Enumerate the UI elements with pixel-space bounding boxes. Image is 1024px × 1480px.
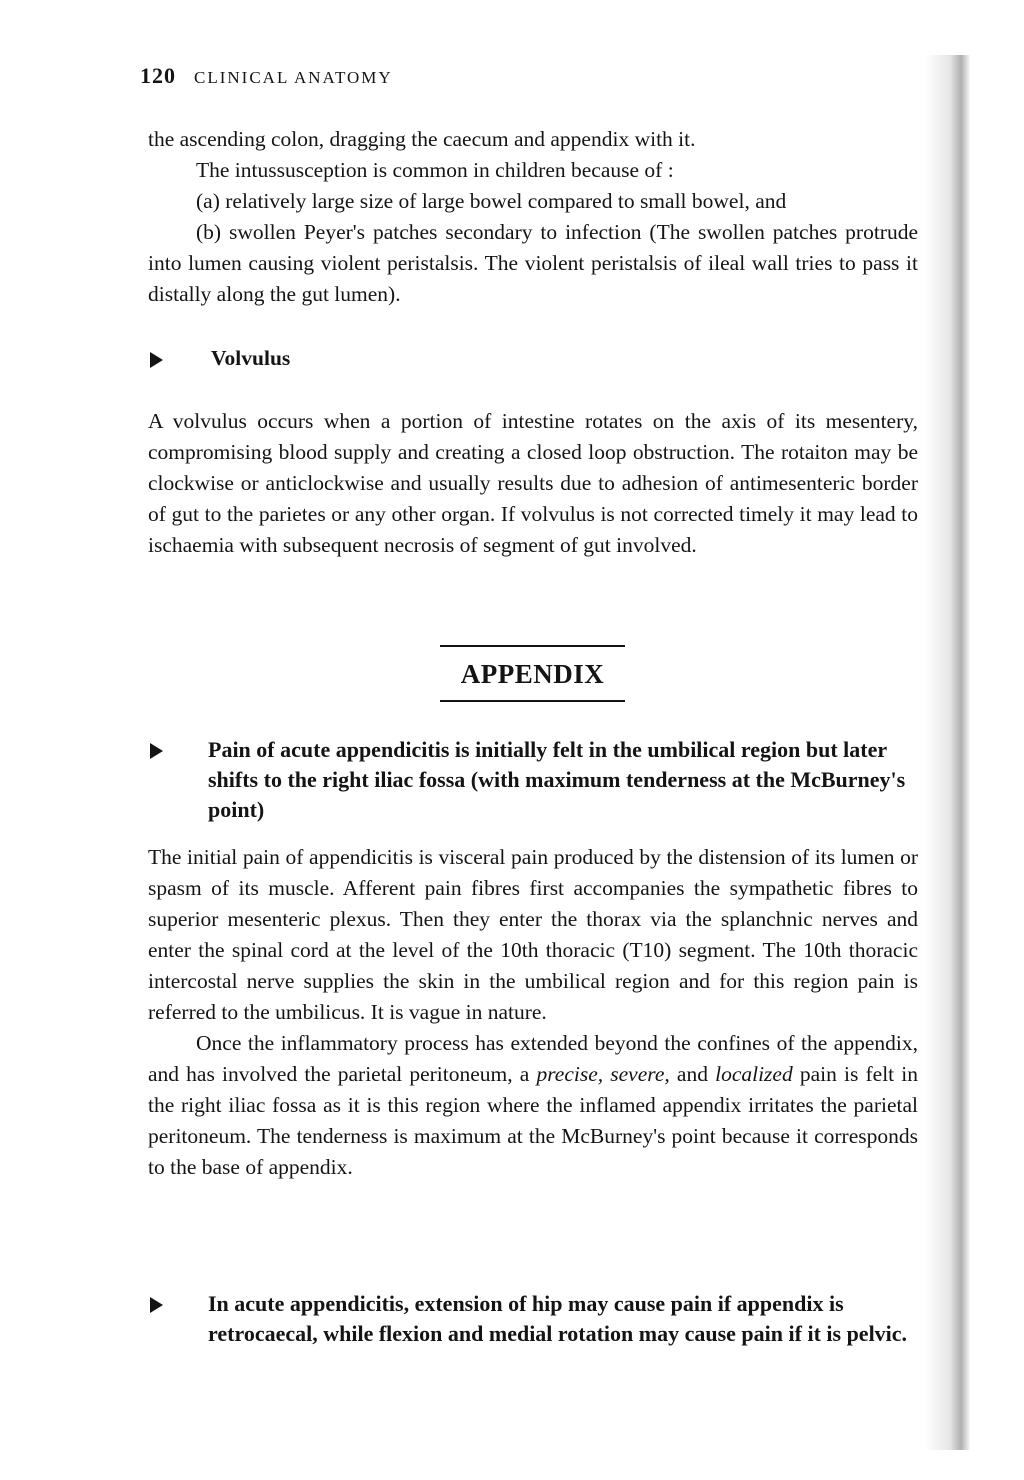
- appendix-point-2: [150, 1289, 920, 1349]
- volvulus-heading-text: Volvulus: [211, 346, 291, 370]
- appendix-paragraph-2-emphasis-2: localized: [715, 1062, 793, 1086]
- appendix-paragraphs: [148, 842, 918, 1183]
- volvulus-paragraph: A volvulus occurs when a portion of intestine rotates on the axis of its mesentery, compromising blood supply and creating a closed loop obstruction. The rotaiton may be clockwise or anticlockwise and usually results due to adhesion of antimesenteric border of gut to the parietes or any other organ. If volvulus is not corrected timely it may lead to ischaemia with subsequent necrosis of segment of gut involved.: [148, 409, 918, 557]
- appendix-point-2-text: In acute appendicitis, extension of hip may cause pain if appendix is retrocaecal, while flexion and medial rotation may cause pain if it is pelvic.: [208, 1291, 908, 1346]
- volvulus-paragraph-block: [148, 406, 918, 561]
- intussusception-item-b: (b) swollen Peyer's patches secondary to infection (The swollen patches protrude into lumen causing violent peristalsis. The violent peristalsis of ileal wall tries to pass it distally along the gut lumen).: [148, 220, 918, 306]
- appendix-paragraph-2-part-a: Once the inflammatory process has extended beyond the confines of the appendix, and has involved the parietal peritoneum, a: [148, 1031, 918, 1086]
- appendix-paragraph-2-part-b: and: [669, 1062, 716, 1086]
- page-number: 120: [140, 63, 176, 88]
- appendix-point-1-text: Pain of acute appendicitis is initially felt in the umbilical region but later shifts to the right iliac fossa (with maximum tenderness at the McBurney's point): [208, 737, 906, 822]
- book-title: CLINICAL ANATOMY: [194, 68, 393, 87]
- running-head: [140, 63, 393, 89]
- arrow-bullet-icon: [150, 743, 163, 759]
- arrow-bullet-icon: [150, 1297, 163, 1313]
- appendix-paragraph-2: [148, 1028, 918, 1183]
- appendix-point-1: [150, 735, 920, 825]
- section-title-appendix: APPENDIX: [440, 645, 625, 702]
- appendix-paragraph-2-emphasis-1: precise, severe,: [536, 1062, 670, 1086]
- appendix-paragraph-2-part-c: pain is felt in the right iliac fossa as it is this region where the inflamed appendix irritates the parietal peritoneum. The tenderness is maximum at the McBurney's point because it corresponds to the base of appendix.: [148, 1062, 919, 1179]
- intussusception-line2: The intussusception is common in children because of :: [196, 158, 674, 182]
- intussusception-item-a: (a) relatively large size of large bowel compared to small bowel, and: [196, 189, 787, 213]
- arrow-bullet-icon: [150, 352, 163, 368]
- intussusception-text: [148, 124, 918, 310]
- intussusception-line1: the ascending colon, dragging the caecum and appendix with it.: [148, 127, 696, 151]
- volvulus-heading: [150, 343, 290, 374]
- appendix-paragraph-1: The initial pain of appendicitis is visceral pain produced by the distension of its lumen or spasm of its muscle. Afferent pain fibres first accompanies the sympathetic fibres to superior mesenteric plexus. Then they enter the thorax via the splanchnic nerves and enter the spinal cord at the level of the 10th thoracic (T10) segment. The 10th thoracic intercostal nerve supplies the skin in the umbilical region and for this region pain is referred to the umbilicus. It is vague in nature.: [148, 845, 918, 1024]
